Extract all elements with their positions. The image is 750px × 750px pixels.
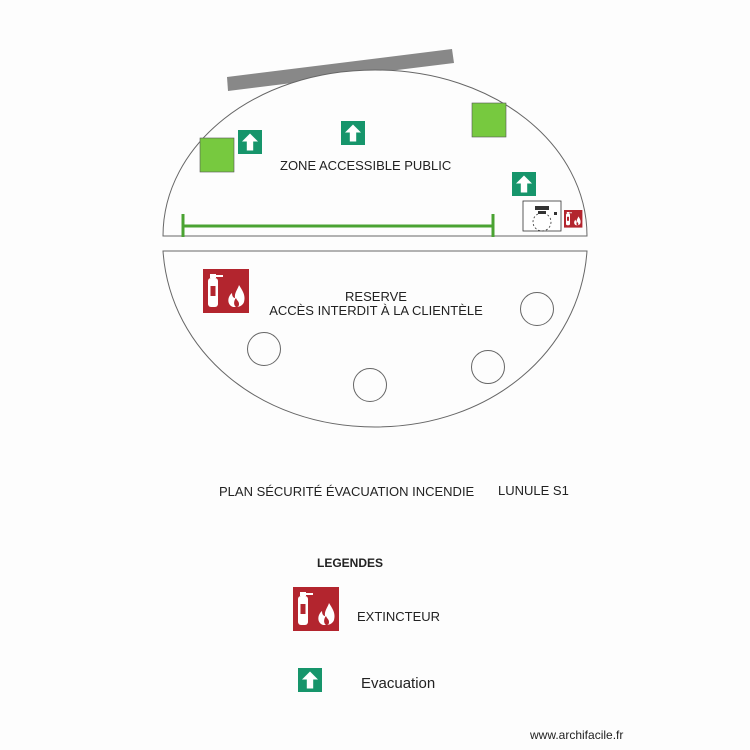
reserve-label-line1: RESERVE — [345, 289, 407, 304]
watermark: www.archifacile.fr — [530, 728, 624, 742]
green-block — [200, 138, 234, 172]
legend-label-evacuation: Evacuation — [361, 675, 436, 692]
legend-heading: LEGENDES — [317, 556, 384, 570]
legend-label-extinguisher: EXTINCTEUR — [357, 609, 441, 624]
green-block — [472, 103, 506, 137]
evacuation-arrow-icon — [298, 668, 322, 692]
reserve-label-line2: ACCÈS INTERDIT À LA CLIENTÈLE — [269, 303, 483, 318]
evacuation-arrow-icon — [341, 121, 365, 145]
plan-title: PLAN SÉCURITÉ ÉVACUATION INCENDIE — [219, 484, 475, 499]
fire-extinguisher-icon — [293, 587, 339, 631]
zone-public-label: ZONE ACCESSIBLE PUBLIC — [280, 158, 452, 173]
fire-extinguisher-icon — [564, 210, 582, 228]
plan-title-suffix: LUNULE S1 — [498, 483, 569, 498]
evacuation-arrow-icon — [512, 172, 536, 196]
evacuation-arrow-icon — [238, 130, 262, 154]
furniture-detail — [523, 201, 561, 231]
reserve-label — [226, 289, 526, 318]
